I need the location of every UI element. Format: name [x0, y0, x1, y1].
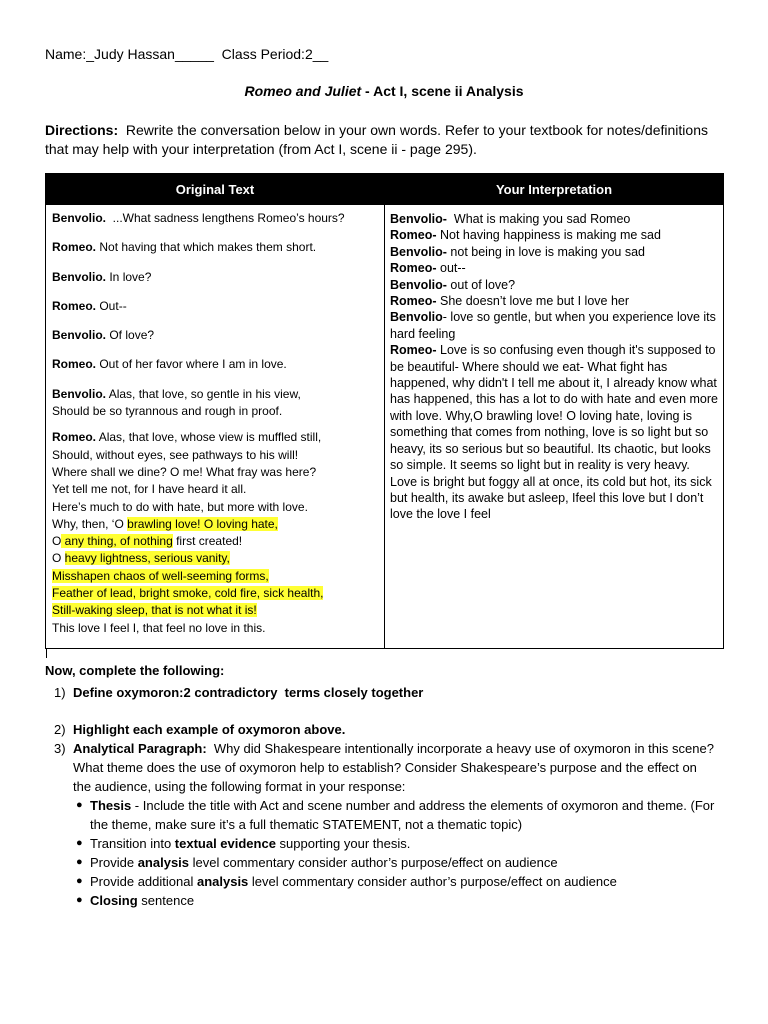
interpretation-text[interactable]: not being in love is making you sad	[446, 244, 645, 259]
romeo-speech	[52, 429, 378, 637]
period-blank: __	[312, 46, 329, 62]
interpretation-cell[interactable]	[385, 205, 724, 649]
line-text: Of love?	[106, 328, 155, 343]
speaker-name: Romeo-	[390, 261, 437, 276]
bullet-text: Provide	[90, 855, 138, 870]
speaker-name: Benvolio.	[52, 386, 107, 401]
speaker-name: Romeo.	[52, 240, 97, 255]
line-text: Alas, that love, so gentle in his view,	[106, 386, 301, 401]
original-line	[52, 327, 378, 344]
line-text: Out--	[96, 298, 127, 313]
bullet-bold: textual evidence	[174, 836, 276, 851]
oxymoron-highlight: any thing, of nothing	[61, 534, 173, 549]
directions	[45, 121, 725, 159]
task-number: 2)	[54, 722, 66, 737]
bullet-bold: analysis	[196, 874, 249, 889]
speech-line: Should, without eyes, see pathways to his will!	[52, 447, 299, 462]
speaker-name: Benvolio	[390, 310, 443, 325]
interpretation-text[interactable]: out of love?	[446, 277, 516, 292]
original-line	[52, 239, 378, 256]
speech-line: Alas, that love, whose view is muffled still,	[96, 430, 322, 445]
bullet-text: - Include the title with Act and scene number and address the elements of oxymoron and theme. (For the theme, make sure it’s a full thematic STATEMENT, not a thematic topic)	[90, 798, 718, 832]
tasks-heading: Now, complete the following:	[45, 663, 225, 678]
interpretation-line[interactable]	[390, 211, 718, 227]
original-line	[52, 210, 378, 227]
interpretation-line[interactable]	[390, 277, 718, 293]
bullet-bold: Closing	[90, 893, 138, 908]
speech-line: Yet tell me not, for I have heard it all.	[52, 482, 247, 497]
interpretation-line[interactable]	[390, 260, 718, 276]
oxymoron-highlight: Feather of lead, bright smoke, cold fire, sick health,	[52, 586, 324, 601]
interpretation-line[interactable]	[390, 309, 718, 342]
line-text: Should be so tyrannous and rough in proof.	[52, 404, 283, 419]
interpretation-text[interactable]: out--	[436, 261, 466, 276]
format-bullets	[45, 796, 718, 910]
task-text: Why did Shakespeare intentionally incorporate a heavy use of oxymoron in this scene? What theme does the use of oxymoron help to establish? Consider Shakespeare’s purpose and the effect on the audience, using the following format in your response:	[73, 741, 722, 794]
interpretation-line[interactable]	[390, 244, 718, 260]
speaker-name: Romeo-	[390, 294, 437, 309]
original-line	[52, 356, 378, 373]
bullet-item	[45, 891, 715, 910]
bullet-text: Transition into	[90, 836, 175, 851]
task-item	[45, 739, 722, 796]
speech-line: Why, then, ‘O	[52, 516, 128, 531]
speaker-name: Romeo.	[52, 430, 97, 445]
speech-line: Where shall we dine? O me! What fray was here?	[52, 464, 317, 479]
bullet-text: sentence	[137, 893, 195, 908]
bullet-icon: ●	[76, 894, 83, 906]
name-label: Name:_	[45, 46, 95, 62]
bullet-item	[45, 872, 715, 891]
interpretation-text[interactable]: - love so gentle, but when you experience love its hard feeling	[390, 310, 716, 341]
speaker-name: Benvolio.	[52, 269, 107, 284]
bullet-icon: ●	[76, 837, 83, 849]
interpretation-line[interactable]	[390, 342, 718, 522]
speaker-name: Romeo-	[390, 343, 437, 358]
bullet-item	[45, 796, 718, 834]
line-text: Not having that which makes them short.	[96, 240, 317, 255]
header-your-interpretation: Your Interpretation	[385, 174, 724, 205]
speech-line: This love I feel I, that feel no love in this.	[52, 620, 266, 635]
name-blank: _____	[174, 46, 214, 62]
line-text: In love?	[106, 269, 152, 284]
bullet-bold: analysis	[137, 855, 190, 870]
class-period-label: Class Period:	[213, 46, 305, 62]
speech-line: Here’s much to do with hate, but more with love.	[52, 499, 308, 514]
speaker-name: Romeo.	[52, 357, 97, 372]
original-line	[52, 269, 378, 286]
speaker-name: Benvolio.	[52, 328, 107, 343]
task-number: 3)	[54, 741, 66, 756]
interpretation-text[interactable]: Love is so confusing even though it's supposed to be beautiful- Where should we eat- What fight has happened, why didn't I tell me about it, I already know what has happened, this has a lot to do with hate and even more with love. Why,O brawling love! O loving hate, loving is something that comes from nothing, love is so light but so heavy, its so serious but so beautiful. Its chaotic, but looks so simple. It seems so light but in reality is very heavy. Love is bright but foggy all at once, its cold but hot, its sick but health, its awake but asleep, Ifeel this love but I don’t love the love I feel	[390, 343, 719, 522]
interpretation-text[interactable]: What is making you sad Romeo	[446, 212, 631, 226]
bullet-bold: Thesis	[90, 798, 132, 813]
oxymoron-highlight: heavy lightness, serious vanity,	[64, 551, 230, 566]
document-title	[0, 83, 768, 99]
title-rest: - Act I, scene ii Analysis	[361, 83, 524, 99]
oxymoron-highlight: brawling love! O loving hate,	[127, 516, 278, 531]
oxymoron-highlight: Misshapen chaos of well-seeming forms,	[52, 568, 269, 583]
task-text: Highlight each example of oxymoron above.	[73, 722, 346, 737]
interpretation-text[interactable]: She doesn’t love me but I love her	[436, 294, 630, 309]
bullet-text: supporting your thesis.	[275, 836, 411, 851]
tasks-list	[45, 683, 722, 910]
speaker-name: Benvolio-	[390, 244, 447, 259]
original-line	[52, 298, 378, 315]
interpretation-line[interactable]	[390, 227, 718, 243]
class-period-value[interactable]: 2	[304, 46, 313, 62]
original-line	[52, 386, 378, 421]
task-item	[45, 683, 715, 702]
bullet-item	[45, 834, 715, 853]
bullet-text: level commentary consider author’s purpose/effect on audience	[189, 855, 558, 870]
original-text-cell	[46, 205, 385, 649]
bullet-icon: ●	[76, 799, 83, 811]
line-text: ...What sadness lengthens Romeo’s hours?	[106, 211, 345, 225]
student-name[interactable]: Judy Hassan	[94, 46, 175, 62]
conversation-table	[45, 173, 724, 649]
header-original-text: Original Text	[46, 174, 385, 205]
task-label: Analytical Paragraph:	[73, 741, 207, 756]
speaker-name: Romeo.	[52, 298, 97, 313]
bullet-icon: ●	[76, 856, 83, 868]
bullet-item	[45, 853, 715, 872]
speaker-name: Benvolio.	[52, 211, 107, 225]
oxymoron-highlight: Still-waking sleep, that is not what it is!	[52, 603, 257, 618]
interpretation-line[interactable]	[390, 293, 718, 309]
speech-line: O	[52, 534, 62, 549]
speech-line: O	[52, 551, 65, 566]
directions-text: Rewrite the conversation below in your own words. Refer to your textbook for notes/definitions that may help with your interpretation (from Act I, scene ii - page 295).	[45, 122, 712, 157]
bullet-icon: ●	[76, 875, 83, 887]
play-title: Romeo and Juliet	[244, 83, 362, 99]
bullet-text: Provide additional	[90, 874, 197, 889]
speaker-name: Romeo-	[390, 228, 437, 243]
directions-label: Directions:	[45, 122, 119, 138]
task-item	[45, 720, 715, 739]
speaker-name: Benvolio-	[390, 277, 447, 292]
speaker-name: Benvolio-	[390, 212, 447, 226]
interpretation-text[interactable]: Not having happiness is making me sad	[436, 228, 661, 243]
student-info-line	[45, 46, 328, 62]
task-text[interactable]: Define oxymoron:2 contradictory terms closely together	[73, 685, 424, 700]
task-number: 1)	[54, 685, 66, 700]
bullet-text: level commentary consider author’s purpose/effect on audience	[248, 874, 617, 889]
text-cursor	[46, 648, 47, 658]
speech-line: first created!	[172, 534, 243, 549]
line-text: Out of her favor where I am in love.	[96, 357, 287, 372]
